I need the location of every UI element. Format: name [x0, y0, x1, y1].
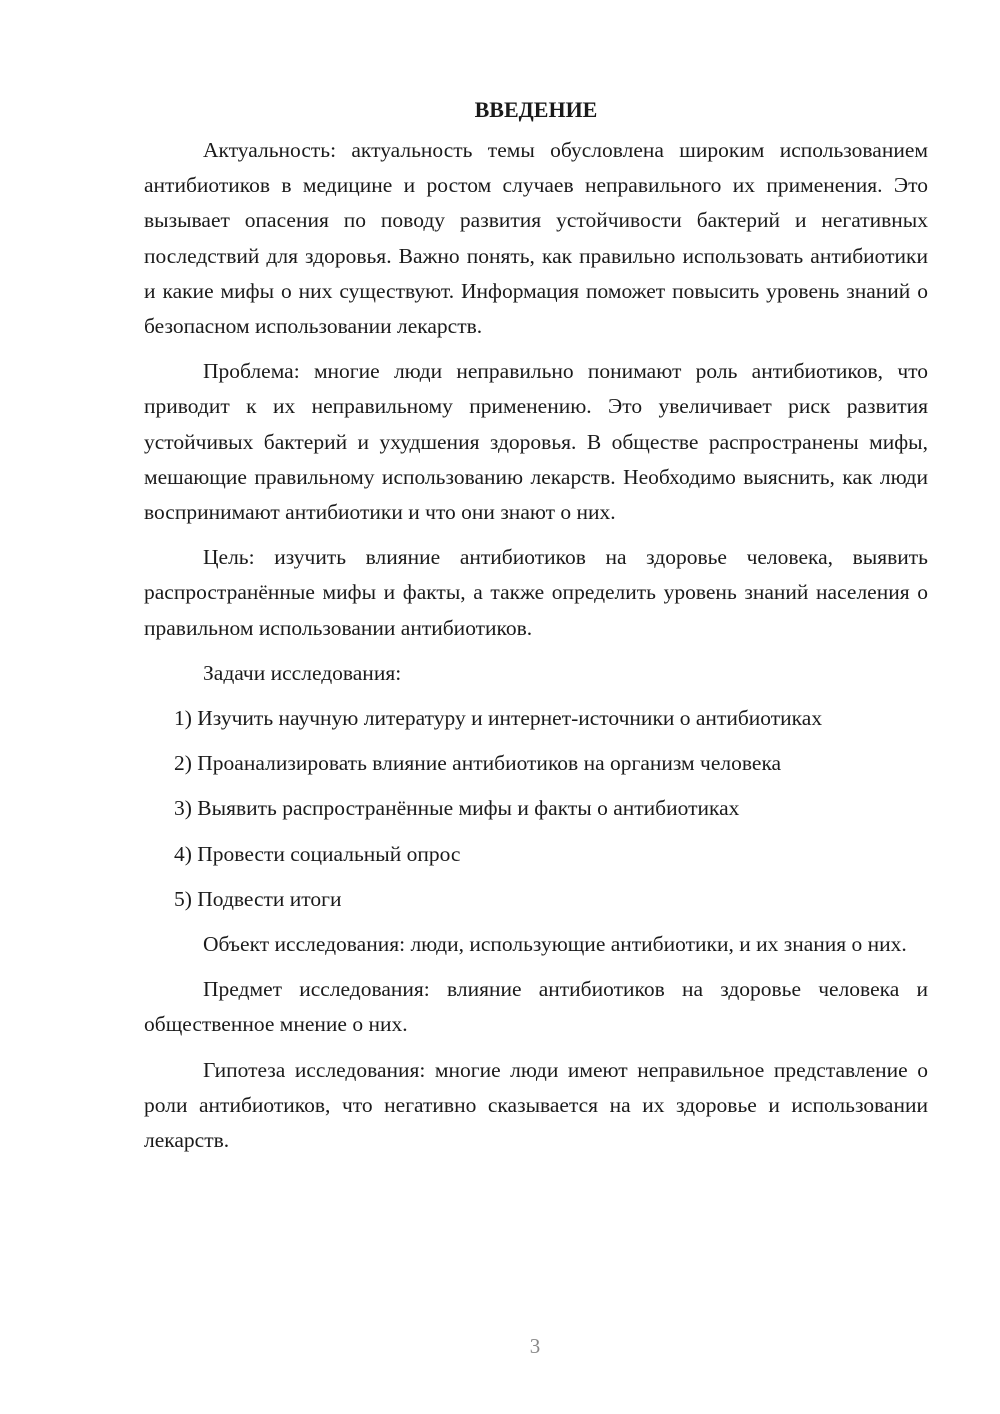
task-item: 5) Подвести итоги: [174, 886, 342, 911]
task-item: 1) Изучить научную литературу и интернет-источники о антибиотиках: [174, 706, 823, 731]
task-item: 3) Выявить распространённые мифы и факты о антибиотиках: [174, 796, 740, 821]
task-item: 2) Проанализировать влияние антибиотиков на организм человека: [174, 751, 782, 776]
page-number: 3: [529, 1334, 541, 1358]
tasks-heading: Задачи исследования:: [203, 660, 402, 685]
task-item: 4) Провести социальный опрос: [174, 841, 461, 866]
paragraph-problem: Проблема: многие люди неправильно понимают роль антибиотиков, что приводит к их неправильному применению. Это увеличивает риск развития устойчивых бактерий и ухудшения здоровья. В обществе распространены мифы, мешающие правильному использованию лекарств. Необходимо выяснить, как люди воспринимают антибиотики и что они знают о них.: [144, 359, 928, 525]
paragraph-hypothesis: Гипотеза исследования: многие люди имеют неправильное представление о роли антибиотиков, что негативно сказывается на их здоровье и использовании лекарств.: [144, 1057, 928, 1153]
tasks-list: [144, 701, 928, 917]
paragraph-relevance: Актуальность: актуальность темы обусловлена широким использованием антибиотиков в медицине и ростом случаев неправильного их применения. Это вызывает опасения по поводу развития устойчивости бактерий и негативных последствий для здоровья. Важно понять, как правильно использовать антибиотики и какие мифы о них существуют. Информация поможет повысить уровень знаний о безопасном использовании лекарств.: [144, 138, 928, 339]
document-page: [144, 92, 928, 1158]
paragraph-subject: Предмет исследования: влияние антибиотиков на здоровье человека и общественное мнение о них.: [144, 977, 928, 1037]
paragraph-object: Объект исследования: люди, использующие антибиотики, и их знания о них.: [203, 932, 907, 957]
section-title: ВВЕДЕНИЕ: [474, 97, 598, 122]
paragraph-goal: Цель: изучить влияние антибиотиков на здоровье человека, выявить распространённые мифы и факты, а также определить уровень знаний населения о правильном использовании антибиотиков.: [144, 545, 928, 640]
